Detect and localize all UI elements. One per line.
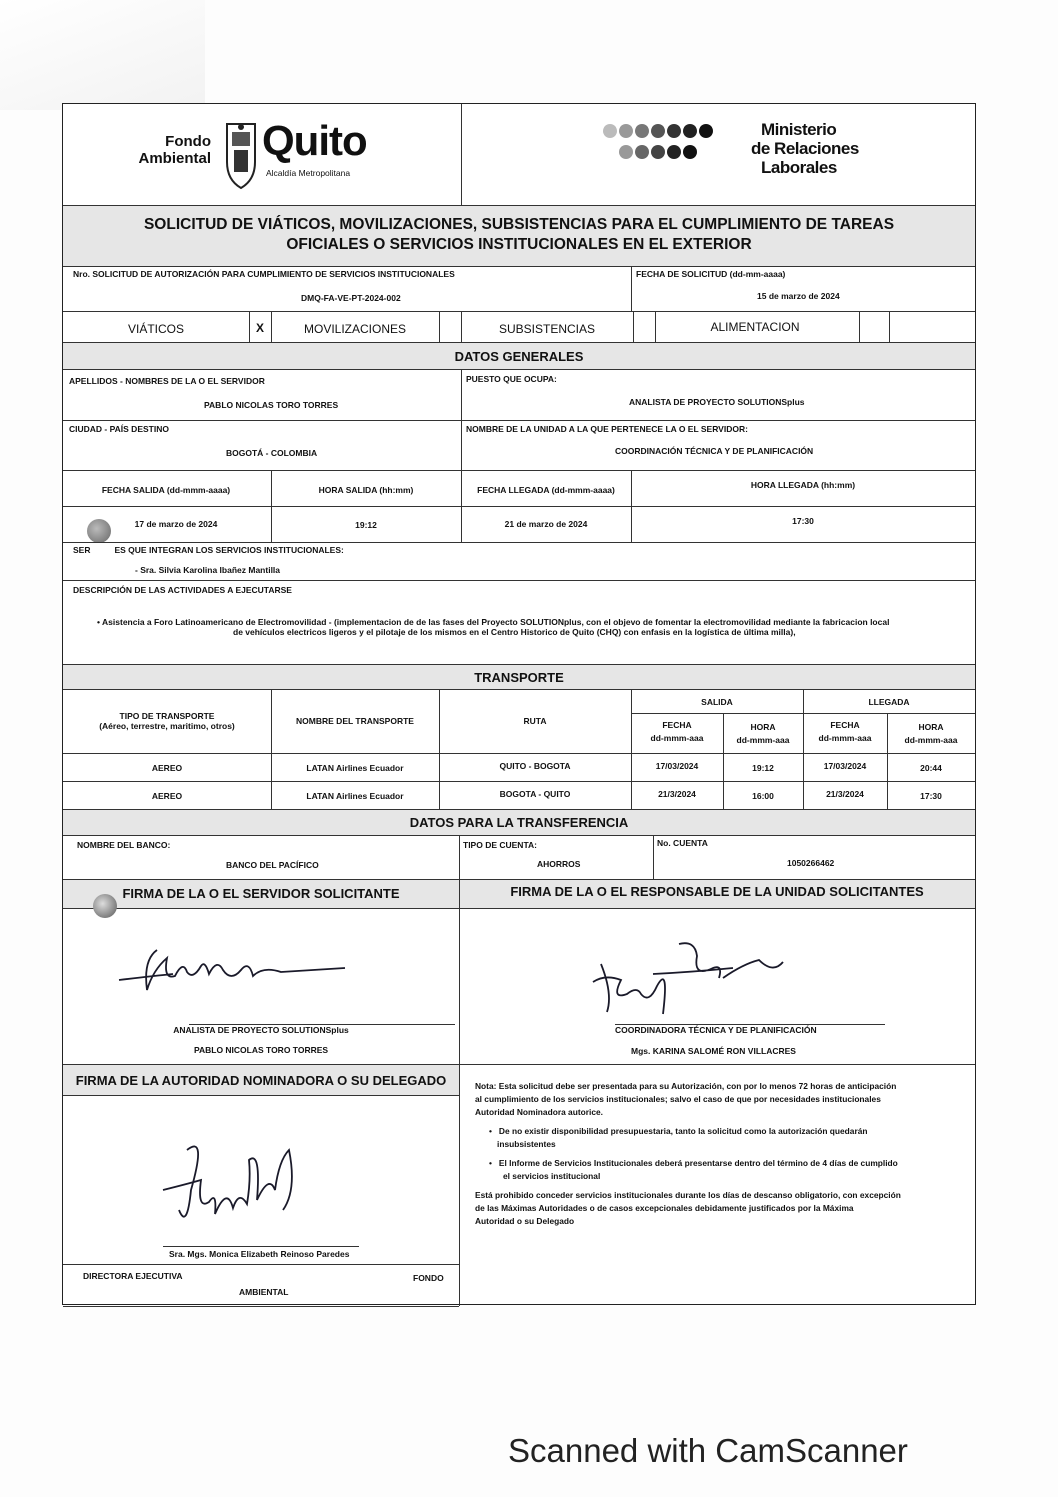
puesto-value: ANALISTA DE PROYECTO SOLUTIONSplus	[629, 397, 805, 407]
llegada-hora-header	[887, 723, 975, 746]
bullet-icon: •	[489, 1126, 499, 1137]
solicitante-signature	[113, 930, 353, 1000]
banco-label: NOMBRE DEL BANCO:	[77, 840, 171, 850]
row1-tipo: AEREO	[151, 763, 183, 773]
descripcion-line2: de vehículos electricos ligeros y el pilotaje de los mismos en el Centro Historico de Quito (CHQ) con enfasis en la logística de última milla),	[233, 626, 796, 637]
row2-nombre: LATAN Airlines Ecuador	[306, 791, 404, 801]
ministerio-logo-text	[751, 120, 859, 177]
movilizaciones-label: MOVILIZACIONES	[303, 322, 407, 336]
alimentacion-checkbox[interactable]	[859, 312, 889, 342]
camscanner-footer: Scanned with CamScanner	[508, 1432, 908, 1469]
row1-fecha-salida: 17/03/2024	[655, 761, 699, 771]
ministerio-dots-icon	[603, 124, 743, 164]
row2-fecha-llegada: 21/3/2024	[826, 789, 864, 799]
form-title	[63, 215, 975, 255]
hole-punch	[93, 894, 117, 918]
nota-p-line2: de las Máximas Autoridades o de casos excepcionales debidamente justificados por la Máxima	[475, 1203, 854, 1214]
bullet-icon: •	[489, 1158, 499, 1169]
datos-generales-title: DATOS GENERALES	[454, 349, 584, 364]
alimentacion-label: ALIMENTACION	[710, 320, 800, 334]
nota-line2: al cumplimiento de los servicios institucionales; salvo el caso de que por necesidades institucionales	[475, 1094, 881, 1105]
fondo-line2: Ambiental	[138, 149, 211, 167]
puesto-label: PUESTO QUE OCUPA:	[466, 374, 557, 384]
hora-salida-label: HORA SALIDA (hh:mm)	[318, 485, 414, 495]
row2-hora-llegada: 17:30	[920, 791, 942, 801]
firma-autoridad-title: FIRMA DE LA AUTORIDAD NOMINADORA O SU DELEGADO	[75, 1073, 447, 1088]
unidad-value: COORDINACIÓN TÉCNICA Y DE PLANIFICACIÓN	[615, 446, 814, 456]
row1-hora-salida: 19:12	[752, 763, 774, 773]
movilizaciones-checkbox[interactable]	[439, 312, 461, 342]
salida-header: SALIDA	[701, 697, 733, 707]
fecha-salida-label: FECHA SALIDA (dd-mmm-aaaa)	[101, 485, 231, 495]
subsistencias-checkbox[interactable]	[633, 312, 655, 342]
nota-p-line1: Está prohibido conceder servicios institucionales durante los días de descanso obligatorio, con excepción	[475, 1190, 901, 1201]
autoridad-cargo-b: FONDO	[413, 1273, 444, 1283]
servidores-label-a: SER	[73, 545, 91, 555]
nota-line1: Nota: Esta solicitud debe ser presentada para su Autorización, con por lo menos 72 horas de anticipación	[475, 1081, 897, 1091]
alcaldia-text: Alcaldía Metropolitana	[266, 168, 351, 178]
salida-fecha-header	[631, 721, 723, 744]
table-row	[63, 753, 975, 781]
autoridad-cargo-c: AMBIENTAL	[239, 1287, 289, 1297]
transporte-title: TRANSPORTE	[474, 670, 564, 685]
row1-fecha-llegada: 17/03/2024	[823, 761, 867, 771]
table-row	[63, 781, 975, 809]
llegada-hora-fmt: dd-mmm-aaa	[904, 734, 958, 745]
hora-llegada-label: HORA LLEGADA (hh:mm)	[750, 480, 856, 490]
fondo-line1: Fondo	[165, 133, 211, 150]
cuenta-value: 1050266462	[787, 858, 835, 868]
llegada-fecha-label: FECHA	[830, 720, 860, 730]
row2-fecha-salida: 21/3/2024	[658, 789, 696, 799]
servidores-label-b: ES QUE INTEGRAN LOS SERVICIOS INSTITUCIONALES:	[114, 545, 344, 555]
salida-hora-fmt: dd-mmm-aaa	[736, 734, 790, 745]
salida-hora-header	[723, 723, 803, 746]
ruta-header: RUTA	[523, 716, 547, 726]
autoridad-signature	[157, 1130, 307, 1240]
ciudad-label: CIUDAD - PAÍS DESTINO	[69, 424, 169, 434]
nota-b1-line2: insubsistentes	[497, 1139, 556, 1150]
ministerio-line2: de Relaciones	[751, 139, 859, 159]
apellidos-value: PABLO NICOLAS TORO TORRES	[204, 400, 339, 410]
hora-salida-value: 19:12	[355, 520, 377, 530]
autoridad-nombre: Sra. Mgs. Monica Elizabeth Reinoso Paredes	[169, 1249, 350, 1259]
form-title-line1: SOLICITUD DE VIÁTICOS, MOVILIZACIONES, SUBSISTENCIAS PARA EL CUMPLIMIENTO DE TAREAS	[143, 216, 895, 233]
descripcion-text	[97, 618, 969, 638]
llegada-header: LLEGADA	[868, 697, 910, 707]
llegada-fecha-fmt: dd-mmm-aaa	[818, 732, 872, 743]
banco-value: BANCO DEL PACÍFICO	[226, 860, 319, 870]
form-sheet	[62, 103, 976, 1305]
nota-b2-line2: el servicios institucional	[503, 1171, 601, 1182]
row2-hora-salida: 16:00	[752, 791, 774, 801]
descripcion-line1: Asistencia a Foro Latinoamericano de Electromovilidad - (implementacion de de las fases del Proyecto SOLUTIONplus, con el objevo de fomentar la electromovilidad mediante la fabricacion local	[102, 617, 890, 627]
row1-nombre: LATAN Airlines Ecuador	[306, 763, 404, 773]
fondo-ambiental-logo	[133, 134, 211, 167]
tipo-transporte-header	[63, 712, 271, 732]
form-title-line2: OFICIALES O SERVICIOS INSTITUCIONALES EN EL EXTERIOR	[286, 236, 752, 254]
row2-tipo: AEREO	[151, 791, 183, 801]
ciudad-value: BOGOTÁ - COLOMBIA	[226, 448, 318, 458]
cuenta-label: No. CUENTA	[657, 838, 708, 848]
responsable-nombre: Mgs. KARINA SALOMÉ RON VILLACRES	[631, 1046, 796, 1056]
servidores-label	[73, 546, 344, 556]
fecha-solicitud-label: FECHA DE SOLICITUD (dd-mm-aaaa)	[636, 269, 786, 279]
salida-fecha-fmt: dd-mmm-aaa	[650, 732, 704, 743]
row1-ruta: QUITO - BOGOTA	[499, 761, 571, 771]
row2-ruta: BOGOTA - QUITO	[499, 789, 571, 799]
ministerio-line1: Ministerio	[761, 120, 837, 139]
nota-b2-line1: El Informe de Servicios Institucionales deberá presentarse dentro del término de 4 días de cumplido	[498, 1158, 898, 1169]
nombre-transporte-header: NOMBRE DEL TRANSPORTE	[296, 716, 414, 726]
tipo-transporte-label: TIPO DE TRANSPORTE	[119, 711, 215, 721]
tipo-cuenta-value: AHORROS	[537, 859, 581, 869]
responsable-cargo: COORDINADORA TÉCNICA Y DE PLANIFICACIÓN	[615, 1025, 817, 1035]
fecha-llegada-label: FECHA LLEGADA (dd-mmm-aaaa)	[477, 485, 615, 495]
fecha-llegada-value: 21 de marzo de 2024	[504, 519, 588, 529]
transferencia-title: DATOS PARA LA TRANSFERENCIA	[409, 815, 629, 830]
solicitante-nombre: PABLO NICOLAS TORO TORRES	[193, 1045, 329, 1055]
nro-label: Nro. SOLICITUD DE AUTORIZACIÓN PARA CUMPLIMIENTO DE SERVICIOS INSTITUCIONALES	[73, 269, 455, 279]
viaticos-checkbox[interactable]: X	[255, 321, 264, 335]
subsistencias-label: SUBSISTENCIAS	[498, 322, 596, 336]
ministerio-line3: Laborales	[761, 158, 837, 178]
responsable-signature	[583, 934, 823, 1024]
nota-p-line3: Autoridad o su Delegado	[475, 1216, 575, 1227]
fecha-salida-value: 17 de marzo de 2024	[134, 519, 218, 529]
viaticos-label: VIÁTICOS	[127, 322, 184, 336]
tipo-cuenta-label: TIPO DE CUENTA:	[463, 840, 537, 850]
firma-solicitante-title: FIRMA DE LA O EL SERVIDOR SOLICITANTE	[122, 886, 400, 901]
solicitante-cargo: ANALISTA DE PROYECTO SOLUTIONSplus	[173, 1025, 349, 1035]
nro-value: DMQ-FA-VE-PT-2024-002	[301, 293, 401, 303]
apellidos-label: APELLIDOS - NOMBRES DE LA O EL SERVIDOR	[69, 376, 265, 386]
salida-hora-label: HORA	[750, 722, 776, 732]
servidores-value: - Sra. Silvia Karolina Ibañez Mantilla	[135, 565, 281, 575]
fecha-solicitud-value: 15 de marzo de 2024	[757, 291, 840, 301]
bullet-icon: •	[97, 617, 103, 627]
llegada-hora-label: HORA	[918, 722, 944, 732]
autoridad-cargo-a: DIRECTORA EJECUTIVA	[83, 1271, 183, 1281]
scan-page-fold	[0, 0, 205, 110]
descripcion-label: DESCRIPCIÓN DE LAS ACTIVIDADES A EJECUTARSE	[73, 585, 292, 595]
firma-responsable-title: FIRMA DE LA O EL RESPONSABLE DE LA UNIDAD SOLICITANTES	[510, 884, 924, 899]
llegada-fecha-header	[803, 721, 887, 744]
salida-fecha-label: FECHA	[662, 720, 692, 730]
quito-logo-text: Quito	[262, 117, 367, 164]
nota-line3: Autoridad Nominadora autorice.	[475, 1107, 603, 1118]
quito-crest-icon	[223, 118, 259, 190]
nota-b1-line1: De no existir disponibilidad presupuestaria, tanto la solicitud como la autorización quedarán	[498, 1126, 868, 1137]
hora-llegada-value: 17:30	[792, 516, 814, 526]
unidad-label: NOMBRE DE LA UNIDAD A LA QUE PERTENECE LA O EL SERVIDOR:	[466, 424, 748, 434]
tipo-transporte-sub: (Aéreo, terrestre, maritimo, otros)	[99, 720, 235, 731]
nota-block	[475, 1080, 971, 1228]
row1-hora-llegada: 20:44	[920, 763, 942, 773]
